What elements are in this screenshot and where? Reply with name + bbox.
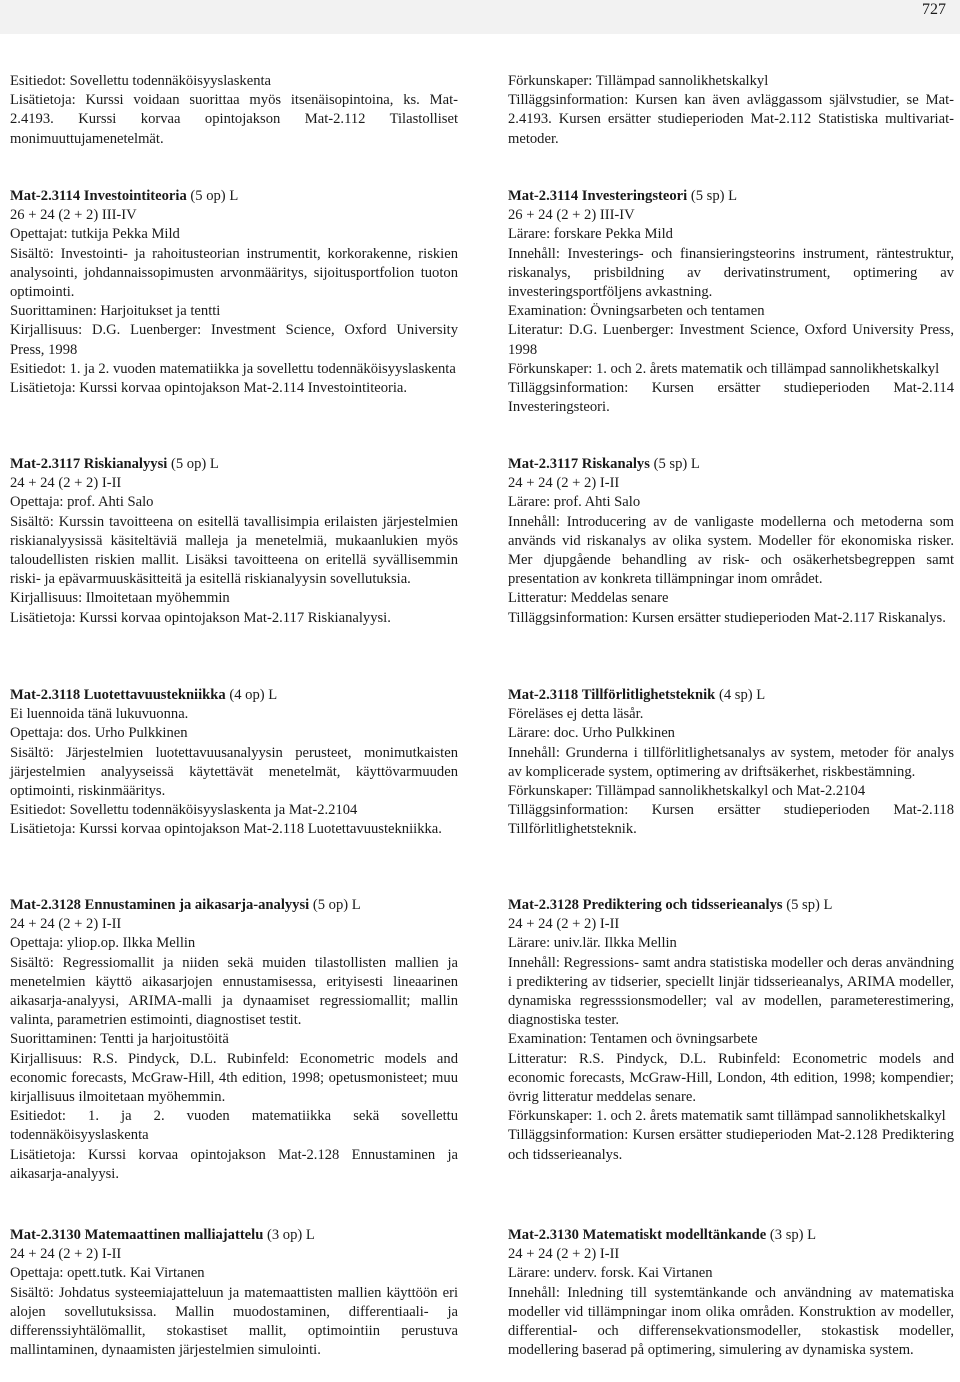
course-line: Literatur: D.G. Luenberger: Investment Science, Oxford University Press, 1998 bbox=[508, 322, 954, 358]
course-heading bbox=[10, 896, 458, 915]
course-line: Sisältö: Investointi- ja rahoitusteorian instrumentit, korkorakenne, riskien analysointi, johdannaissopimusten arvonmääritys, sijoitusportfolion tuoton optimointi. bbox=[10, 245, 458, 301]
course-code: Mat-2.3130 bbox=[508, 1227, 579, 1243]
course-title: Matematiskt modelltänkande bbox=[582, 1227, 767, 1243]
course-code: Mat-2.3114 bbox=[508, 188, 579, 204]
course-line: Lärare: prof. Ahti Salo bbox=[508, 494, 641, 511]
course-line: 24 + 24 (2 + 2) I-II bbox=[10, 1246, 122, 1263]
course-line: Innehåll: Regressions- samt andra statistiska modeller och deras användning i prediktering av tidserier, speciellt linjär tidsserieanalys, ARIMA modeller, dynamiska regresssionsmodeller; val av modellen, parameterestimering, diagnostiska tester. bbox=[508, 954, 954, 1029]
course-line: Litteratur: R.S. Pindyck, D.L. Rubinfeld: Econometric models and economic forecasts, McGraw-Hill, London, 4th edition, 1998; kompendier; övrig litteratur meddelas senare. bbox=[508, 1050, 954, 1106]
course-credits: (3 sp) L bbox=[769, 1227, 817, 1243]
sv-course-mat-2-3128 bbox=[508, 896, 954, 1165]
course-heading bbox=[10, 1226, 458, 1245]
course-line: Kirjallisuus: R.S. Pindyck, D.L. Rubinfeld: Econometric models and economic forecasts, McGraw-Hill, 4th edition, 1998; opetusmonisteet; muu kirjallisuus ilmoitetaan myöhemmin. bbox=[10, 1050, 458, 1106]
course-title: Prediktering och tidsserieanalys bbox=[582, 897, 783, 913]
course-line: Lisätietoja: Kurssi korvaa opintojakson Mat-2.114 Investointiteoria. bbox=[10, 380, 408, 397]
course-code: Mat-2.3118 bbox=[10, 687, 81, 703]
course-line: 24 + 24 (2 + 2) I-II bbox=[508, 475, 620, 492]
course-code: Mat-2.3130 bbox=[10, 1227, 81, 1243]
course-line: Lisätietoja: Kurssi korvaa opintojakson Mat-2.128 Ennustaminen ja aikasarja-analyysi. bbox=[10, 1146, 458, 1182]
course-title: Matemaattinen malliajattelu bbox=[84, 1227, 264, 1243]
course-line: Tilläggsinformation: Kursen ersätter studieperioden Mat-2.117 Riskanalys. bbox=[508, 609, 946, 626]
course-credits: (5 op) L bbox=[190, 188, 239, 204]
course-heading bbox=[508, 187, 954, 206]
course-line: Opettaja: dos. Urho Pulkkinen bbox=[10, 725, 188, 742]
course-line: Lärare: doc. Urho Pulkkinen bbox=[508, 725, 675, 742]
course-title: Investeringsteori bbox=[581, 188, 688, 204]
course-title: Riskianalyysi bbox=[83, 456, 168, 472]
course-heading bbox=[508, 896, 954, 915]
course-heading bbox=[508, 686, 954, 705]
course-line: Suorittaminen: Harjoitukset ja tentti bbox=[10, 303, 221, 320]
course-line: Lisätietoja: Kurssi korvaa opintojakson Mat-2.117 Riskianalyysi. bbox=[10, 609, 391, 626]
course-line: Innehåll: Grunderna i tillförlitlighetsanalys av system, metoder för analys av komplicerade system, optimering av driftsäkerhet, riskbestämning. bbox=[508, 744, 954, 780]
fi-course-mat-2-3118 bbox=[10, 686, 458, 840]
course-line: Esitiedot: 1. ja 2. vuoden matematiikka sekä sovellettu todennäköisyyslaskenta bbox=[10, 1108, 458, 1144]
course-heading bbox=[10, 187, 458, 206]
course-title: Tillförlitlighetsteknik bbox=[581, 687, 716, 703]
course-line: Examination: Övningsarbeten och tentamen bbox=[508, 303, 765, 320]
course-line: Föreläses ej detta läsår. bbox=[508, 706, 644, 723]
sv-course-mat-2-3130 bbox=[508, 1226, 954, 1360]
course-line: Esitiedot: 1. ja 2. vuoden matematiikka ja sovellettu todennäköisyyslaskenta bbox=[10, 360, 456, 377]
course-line: Opettaja: yliop.op. Ilkka Mellin bbox=[10, 935, 196, 952]
course-line: Suorittaminen: Tentti ja harjoitustöitä bbox=[10, 1031, 229, 1048]
course-heading bbox=[10, 686, 458, 705]
course-code: Mat-2.3117 bbox=[10, 456, 81, 472]
course-credits: (5 sp) L bbox=[690, 188, 738, 204]
course-line: Examination: Tentamen och övningsarbete bbox=[508, 1031, 758, 1048]
course-line: Innehåll: Introducering av de vanligaste modellerna och metoderna som används vid riskanalys av olika system. Modeller för ekonomiska risker. Mer djupgående behandling av risk- och osäkerhetsbegreppen samt presentation av konkreta tillämpningar inom området. bbox=[508, 513, 954, 588]
course-credits: (5 sp) L bbox=[653, 456, 700, 472]
fi-course-mat-2-3117 bbox=[10, 455, 458, 628]
course-line: Sisältö: Johdatus systeemiajatteluun ja matemaattisten mallien käyttöön eri alojen sovellutuksissa. Mallin muodostaminen, differentiaali- ja differenssiyhtälömallit, stokastiset mallit, optimointiin perustuva mallintaminen, dynaamisten järjestelmien simulointi. bbox=[10, 1284, 458, 1359]
sv-course-mat-2-3118 bbox=[508, 686, 954, 840]
course-line: Tilläggsinformation: Kursen ersätter studieperioden Mat-2.114 Investeringsteori. bbox=[508, 380, 954, 416]
course-title: Ennustaminen ja aikasarja-analyysi bbox=[84, 897, 310, 913]
course-code: Mat-2.3117 bbox=[508, 456, 579, 472]
course-line: Förkunskaper: 1. och 2. årets matematik samt tillämpad sannolikhetskalkyl bbox=[508, 1108, 946, 1125]
sv-intro-line: Tilläggsinformation: Kursen kan även avläggassom självstudier, se Mat-2.4193. Kursen ersätter studieperioden Mat-2.112 Statistiska multivariat-metoder. bbox=[508, 92, 954, 147]
course-line: Förkunskaper: 1. och 2. årets matematik och tillämpad sannolikhetskalkyl bbox=[508, 360, 940, 377]
course-line: Förkunskaper: Tillämpad sannolikhetskalkyl och Mat-2.2104 bbox=[508, 783, 866, 800]
course-credits: (5 op) L bbox=[170, 456, 219, 472]
fi-intro bbox=[10, 72, 458, 149]
course-code: Mat-2.3128 bbox=[508, 897, 579, 913]
course-line: Opettaja: opett.tutk. Kai Virtanen bbox=[10, 1265, 205, 1282]
page-header bbox=[0, 0, 960, 34]
course-line: Lärare: forskare Pekka Mild bbox=[508, 226, 673, 243]
fi-course-mat-2-3130 bbox=[10, 1226, 458, 1360]
course-code: Mat-2.3114 bbox=[10, 188, 81, 204]
course-line: 24 + 24 (2 + 2) I-II bbox=[10, 916, 122, 933]
page-number: 727 bbox=[922, 1, 946, 18]
course-line: Lärare: univ.lär. Ilkka Mellin bbox=[508, 935, 677, 952]
course-line: 24 + 24 (2 + 2) I-II bbox=[10, 475, 122, 492]
course-line: Sisältö: Kurssin tavoitteena on esitellä tavallisimpia erilaisten järjestelmien riskianalyysissä käsiteltäviä malleja ja menetelmiä, mukaanlukien myös taloudellisten riskien mallit. Lisäksi tavoitteena on eritellä syvällisemmin riski- ja epävarmuuskäsitteitä ja esitellä riskianalyysin sovellutuksia. bbox=[10, 513, 458, 588]
course-line: Opettajat: tutkija Pekka Mild bbox=[10, 226, 180, 243]
course-line: Tilläggsinformation: Kursen ersätter studieperioden Mat-2.128 Prediktering och tidsserieanalys. bbox=[508, 1127, 954, 1163]
fi-course-mat-2-3114 bbox=[10, 187, 458, 398]
sv-intro bbox=[508, 72, 954, 149]
course-line: Lärare: underv. forsk. Kai Virtanen bbox=[508, 1265, 713, 1282]
course-line: 26 + 24 (2 + 2) III-IV bbox=[508, 207, 635, 224]
course-heading bbox=[10, 455, 458, 474]
course-code: Mat-2.3128 bbox=[10, 897, 81, 913]
course-line: Tilläggsinformation: Kursen ersätter studieperioden Mat-2.118 Tillförlitlighetsteknik. bbox=[508, 802, 954, 838]
course-line: Opettaja: prof. Ahti Salo bbox=[10, 494, 154, 511]
course-credits: (4 sp) L bbox=[718, 687, 766, 703]
course-credits: (3 op) L bbox=[266, 1227, 315, 1243]
sv-course-mat-2-3114 bbox=[508, 187, 954, 417]
course-heading bbox=[508, 455, 954, 474]
course-line: Esitiedot: Sovellettu todennäköisyyslaskenta ja Mat-2.2104 bbox=[10, 802, 358, 819]
course-line: Lisätietoja: Kurssi korvaa opintojakson Mat-2.118 Luotettavuustekniikka. bbox=[10, 821, 442, 838]
course-credits: (4 op) L bbox=[229, 687, 278, 703]
course-code: Mat-2.3118 bbox=[508, 687, 579, 703]
course-credits: (5 op) L bbox=[312, 897, 361, 913]
course-line: 24 + 24 (2 + 2) I-II bbox=[508, 916, 620, 933]
course-title: Luotettavuustekniikka bbox=[83, 687, 226, 703]
course-title: Riskanalys bbox=[581, 456, 650, 472]
course-line: 26 + 24 (2 + 2) III-IV bbox=[10, 207, 137, 224]
course-line: Innehåll: Investerings- och finansieringsteorins instrument, räntestruktur, riskanalys, prisbildning av derivatinstrument, optimering av investeringsportföljens avkastning. bbox=[508, 245, 954, 301]
course-line: 24 + 24 (2 + 2) I-II bbox=[508, 1246, 620, 1263]
sv-intro-line: Förkunskaper: Tillämpad sannolikhetskalkyl bbox=[508, 73, 769, 89]
course-heading bbox=[508, 1226, 954, 1245]
fi-course-mat-2-3128 bbox=[10, 896, 458, 1184]
course-line: Sisältö: Regressiomallit ja niiden sekä muiden tilastollisten mallien ja menetelmien käyttö aikasarjojen ennustamisessa, erityisesti lineaarinen aikasarja-analyysi, ARIMA-malli ja dynaamiset regressiomallit; mallin valinta, parametrien estimointi, diagnostiset testit. bbox=[10, 954, 458, 1029]
course-line: Kirjallisuus: Ilmoitetaan myöhemmin bbox=[10, 590, 230, 607]
course-line: Litteratur: Meddelas senare bbox=[508, 590, 669, 607]
course-line: Innehåll: Inledning till systemtänkande och användning av matematiska modeller vid tillämpningar inom olika områden. Konstruktion av modeller, differential- och differensekvationsmodeller, stokastisk modeller, modellering baserad på optimering, simulering av dynamiska system. bbox=[508, 1284, 954, 1359]
course-line: Sisältö: Järjestelmien luotettavuusanalyysin perusteet, monimutkaisten järjestelmien analyyseissä käytettävät menetelmät, käyttövarmuuden optimointi, riskinmääritys. bbox=[10, 744, 458, 800]
course-line: Kirjallisuus: D.G. Luenberger: Investment Science, Oxford University Press, 1998 bbox=[10, 322, 458, 358]
fi-intro-line: Lisätietoja: Kurssi voidaan suorittaa myös itsenäisopintoina, ks. Mat-2.4193. Kurssi korvaa opintojakson Mat-2.112 Tilastolliset monimuuttujamenetelmät. bbox=[10, 92, 458, 147]
course-title: Investointiteoria bbox=[83, 188, 187, 204]
sv-course-mat-2-3117 bbox=[508, 455, 954, 628]
course-line: Ei luennoida tänä lukuvuonna. bbox=[10, 706, 189, 723]
fi-intro-line: Esitiedot: Sovellettu todennäköisyyslaskenta bbox=[10, 73, 272, 89]
course-credits: (5 sp) L bbox=[786, 897, 833, 913]
